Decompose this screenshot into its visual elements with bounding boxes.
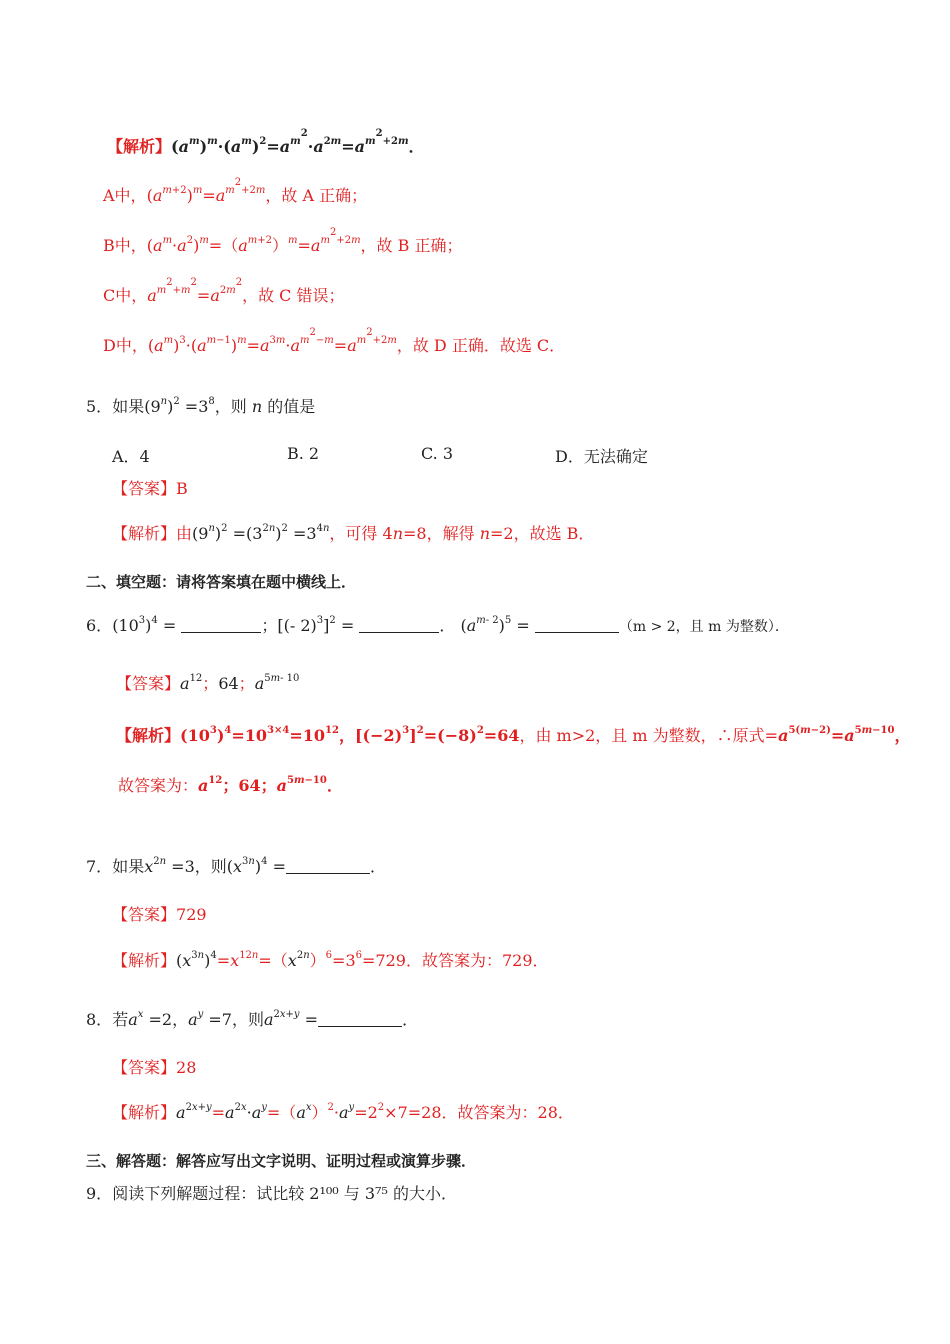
q6-answer: 【答案】$a^{12}$；64；$a^{5m- 10}$ [116, 673, 300, 693]
q6-analysis: 【解析】$(10^3)^4=10^{3\times 4}=10^{12}$，$[(-2)^3]^2=(-8)^2=64$，由 m>2，且 m 为整数，∴原式$=a^{5(m-2)}=a^{5m-10}$， [116, 725, 911, 745]
section-3-heading: 三、解答题：解答应写出文字说明、证明过程或演算步骤． [86, 1152, 477, 1170]
q6-stem: 6．$(10^3)^4$ = ；[(- 2)$^3$]$^2$ = ． $(a^{m- 2})^5 = (m > 2$，且 m 为整数）． [86, 615, 789, 635]
q4-expr: $(a^m)^m\cdot(a^m)^2=a^{m^2}\cdot a^{2m}=a^{m^2+2m}$． [171, 128, 425, 156]
math: $(a^m\cdot a^2)^m=(a^{m+2})^m=a^{m^2+2m}$ [146, 227, 361, 255]
math: $(a^{m+2})^m=a^{m^2+2m}$ [146, 177, 266, 205]
q7-analysis: 【解析】$(x^{3n})^4=x^{12n}=(x^{2n})^6=3^6=729$．故答案为：729． [112, 950, 549, 970]
math: $(10^3)^4=10^{3\times 4}=10^{12}$，$[(-2)^3]^2=(-8)^2=64$ [180, 725, 520, 745]
math: $a^{5m-10}$． [276, 775, 343, 795]
q7-blank[interactable] [286, 859, 370, 874]
q6-blank-1[interactable] [181, 618, 261, 633]
q4-option-c: C中，$a^{m^2+m^2}=a^{2m^2}$，故 C 错误； [103, 277, 345, 305]
q5-option-c[interactable]: C. 3 [421, 444, 454, 463]
math: $=x^{12n}=(x^{2n})^6=3^6$ [216, 950, 363, 970]
q4-option-d: D中，$(a^m)^3\cdot(a^{m-1})^m=a^{3m}\cdot a^{m^2-m}=a^{m^2+2m}$，故 D 正确．故选 C． [103, 327, 566, 355]
q6-blank-2[interactable] [359, 618, 439, 633]
q5-analysis: 【解析】由$(9^n)^2 =(3^{2n})^2 =3^{4n}$，可得 4n=8，解得 n=2，故选 B． [112, 523, 595, 543]
math: $a^{5m- 10}$ [254, 673, 300, 693]
q6-blank-3[interactable] [535, 618, 619, 633]
q9-stem: 9．阅读下列解题过程：试比较 2¹⁰⁰ 与 3⁷⁵ 的大小． [86, 1184, 457, 1203]
q8-analysis: 【解析】$a^{2x+y}=a^{2x}\cdot a^y=(a^x)^2\cdot a^y=2^2\times 7=28$．故答案为：28． [112, 1102, 574, 1122]
math: $(x^{3n})^4$ [176, 950, 217, 970]
q7-answer: 【答案】729 [112, 905, 207, 924]
math: $(a^m)^3\cdot(a^{m-1})^m=a^{3m}\cdot a^{m^2-m}=a^{m^2+2m}$ [147, 327, 397, 355]
math: $a^{5(m-2)}=a^{5m-10}$， [778, 725, 911, 745]
math: $a^{12}$ [180, 673, 203, 693]
q8-answer: 【答案】28 [112, 1058, 197, 1077]
q6-conclusion: 故答案为：$a^{12}$；64；$a^{5m-10}$． [118, 775, 343, 795]
q5-answer: 【答案】B [112, 479, 188, 498]
math: $a^{m^2+m^2}=a^{2m^2}$ [147, 277, 243, 305]
section-2-heading: 二、填空题：请将答案填在题中横线上． [86, 573, 357, 591]
q8-blank[interactable] [318, 1012, 402, 1027]
q5-stem: 5．如果$(9^n)^2 =3^8$，则 n 的值是 [86, 396, 316, 416]
math: $(9^n)^2 =(3^{2n})^2 =3^{4n}$ [192, 523, 330, 543]
q5-option-a[interactable]: A．4 [112, 447, 150, 466]
math: $=a^{2x}\cdot a^y=(a^x)^2\cdot a^y=2^2\times 7$ [211, 1102, 408, 1122]
math: $a^{2x+y}$ [176, 1102, 212, 1122]
math: $a^{12}$ [198, 775, 223, 795]
q5-option-b[interactable]: B. 2 [287, 444, 320, 463]
q4-option-b: B中，$(a^m\cdot a^2)^m=(a^{m+2})^m=a^{m^2+2m}$，故 B 正确； [103, 227, 463, 255]
analysis-tag: 【解析】 [107, 137, 172, 156]
q4-option-a: A中，$(a^{m+2})^m=a^{m^2+2m}$，故 A 正确； [103, 177, 368, 205]
q8-stem: 8．若$a^x =2$，$a^y =7$，则$a^{2x+y}$ = ． [86, 1009, 419, 1029]
q5-option-d[interactable]: D．无法确定 [555, 447, 648, 466]
q4-analysis-line-0 [107, 128, 425, 157]
q7-stem: 7．如果$x^{2n} =3$，则$(x^{3n})^4$ = ． [86, 856, 386, 876]
